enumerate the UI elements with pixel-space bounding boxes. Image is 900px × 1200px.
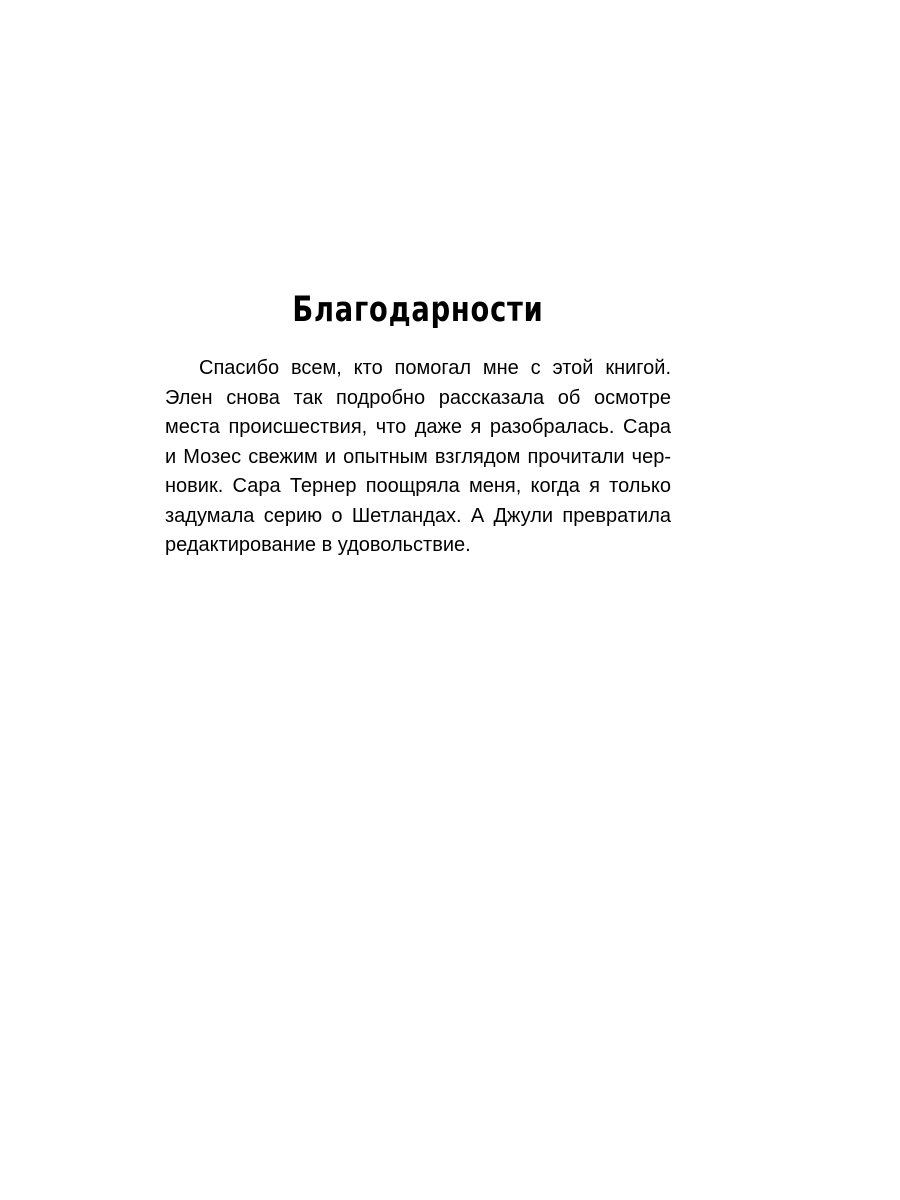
paragraph-line: Элен снова так подробно рассказала об осмотре xyxy=(165,386,671,409)
acknowledgements-paragraph xyxy=(165,354,671,561)
paragraph-line: и Мозес свежим и опытным взглядом прочитали чер- xyxy=(165,445,671,468)
paragraph-line: редактирование в удовольствие. xyxy=(165,534,471,556)
page-heading: Благодарности xyxy=(292,290,544,330)
paragraph-line: новик. Сара Тернер поощряла меня, когда я только xyxy=(165,475,671,497)
paragraph-line: места происшествия, что даже я разобралась. Сара xyxy=(165,416,671,438)
paragraph-line: Спасибо всем, кто помогал мне с этой книгой. xyxy=(199,357,671,379)
paragraph-line: задумала серию о Шетландах. А Джули превратила xyxy=(165,504,671,527)
